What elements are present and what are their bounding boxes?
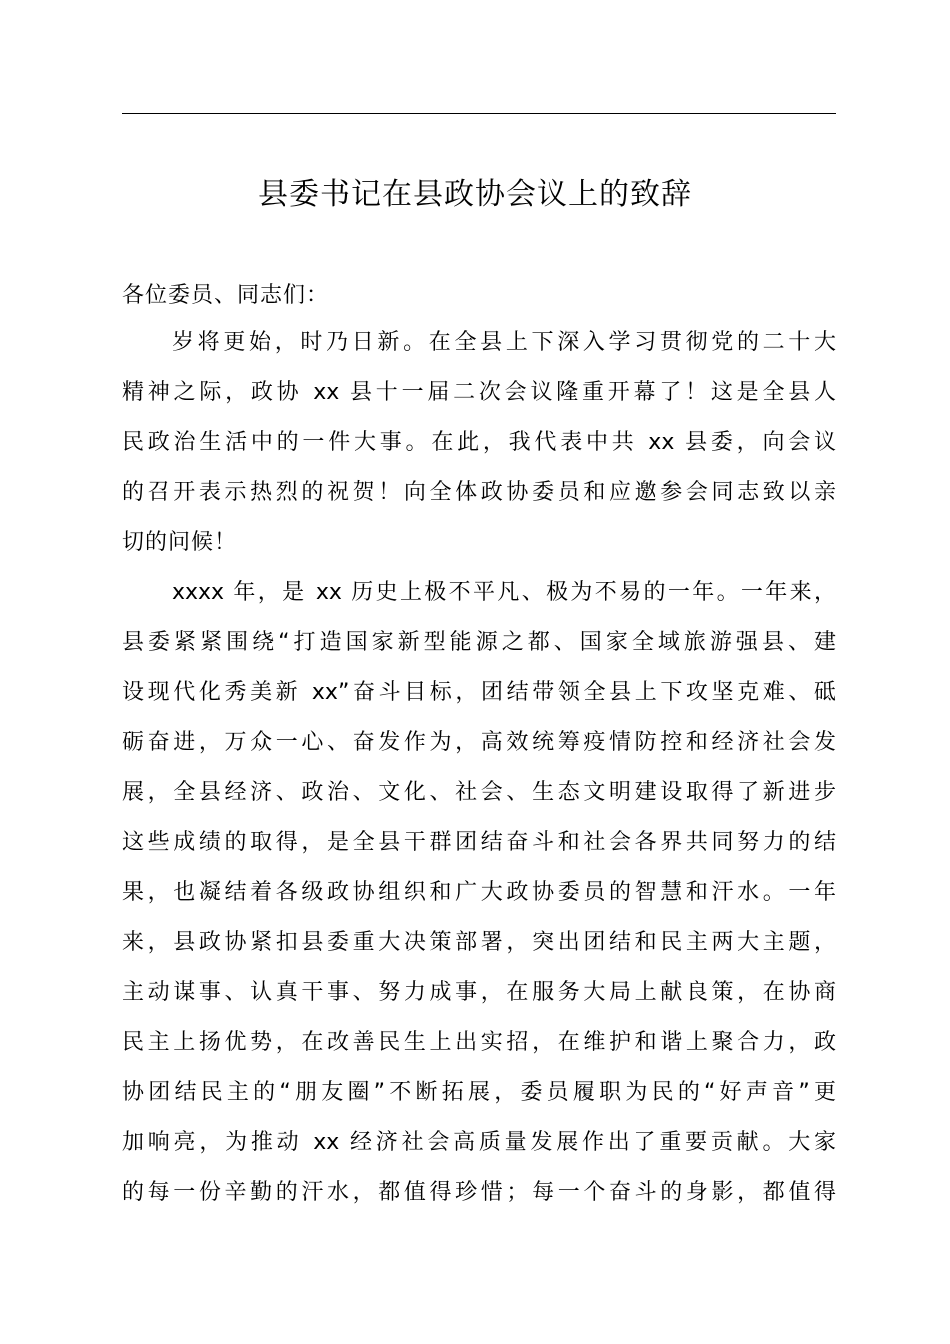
paragraph-line: 来，县政协紧扣县委重大决策部署，突出团结和民主两大主题， [122, 930, 836, 955]
paragraph-line: 加响亮，为推动 xx 经济社会高质量发展作出了重要贡献。大家 [122, 1130, 836, 1155]
paragraph-line: 设现代化秀美新 xx”奋斗目标，团结带领全县上下攻坚克难、砥 [122, 680, 836, 705]
paragraph-line: 砺奋进，万众一心、奋发作为，高效统筹疫情防控和经济社会发 [122, 730, 836, 755]
paragraph-line: 展，全县经济、政治、文化、社会、生态文明建设取得了新进步 [122, 780, 836, 805]
paragraph-line: 民政治生活中的一件大事。在此，我代表中共 xx 县委，向会议 [122, 430, 836, 455]
paragraph-line: 精神之际，政协 xx 县十一届二次会议隆重开幕了！这是全县人 [122, 380, 836, 405]
paragraph-line: 的每一份辛勤的汗水，都值得珍惜；每一个奋斗的身影，都值得 [122, 1180, 836, 1205]
paragraph-line: 协团结民主的“朋友圈”不断拓展，委员履职为民的“好声音”更 [122, 1080, 836, 1105]
paragraph-line: 果，也凝结着各级政协组织和广大政协委员的智慧和汗水。一年 [122, 880, 836, 905]
paragraph-line: 的召开表示热烈的祝贺！向全体政协委员和应邀参会同志致以亲 [122, 480, 836, 505]
paragraph-line: 主动谋事、认真干事、努力成事，在服务大局上献良策，在协商 [122, 980, 836, 1005]
paragraph-line: 民主上扬优势，在改善民生上出实招，在维护和谐上聚合力，政 [122, 1030, 836, 1055]
paragraph-line: 县委紧紧围绕“打造国家新型能源之都、国家全域旅游强县、建 [122, 630, 836, 655]
document-title: 县委书记在县政协会议上的致辞 [258, 177, 692, 212]
paragraph-line: 切的问候！ [122, 530, 238, 555]
header-rule [122, 113, 836, 114]
paragraph-line: 这些成绩的取得，是全县干群团结奋斗和社会各界共同努力的结 [122, 830, 836, 855]
paragraph-line: 岁将更始，时乃日新。在全县上下深入学习贯彻党的二十大 [172, 330, 836, 355]
salutation: 各位委员、同志们： [122, 283, 330, 308]
paragraph-line: xxxx 年，是 xx 历史上极不平凡、极为不易的一年。一年来， [172, 580, 836, 605]
